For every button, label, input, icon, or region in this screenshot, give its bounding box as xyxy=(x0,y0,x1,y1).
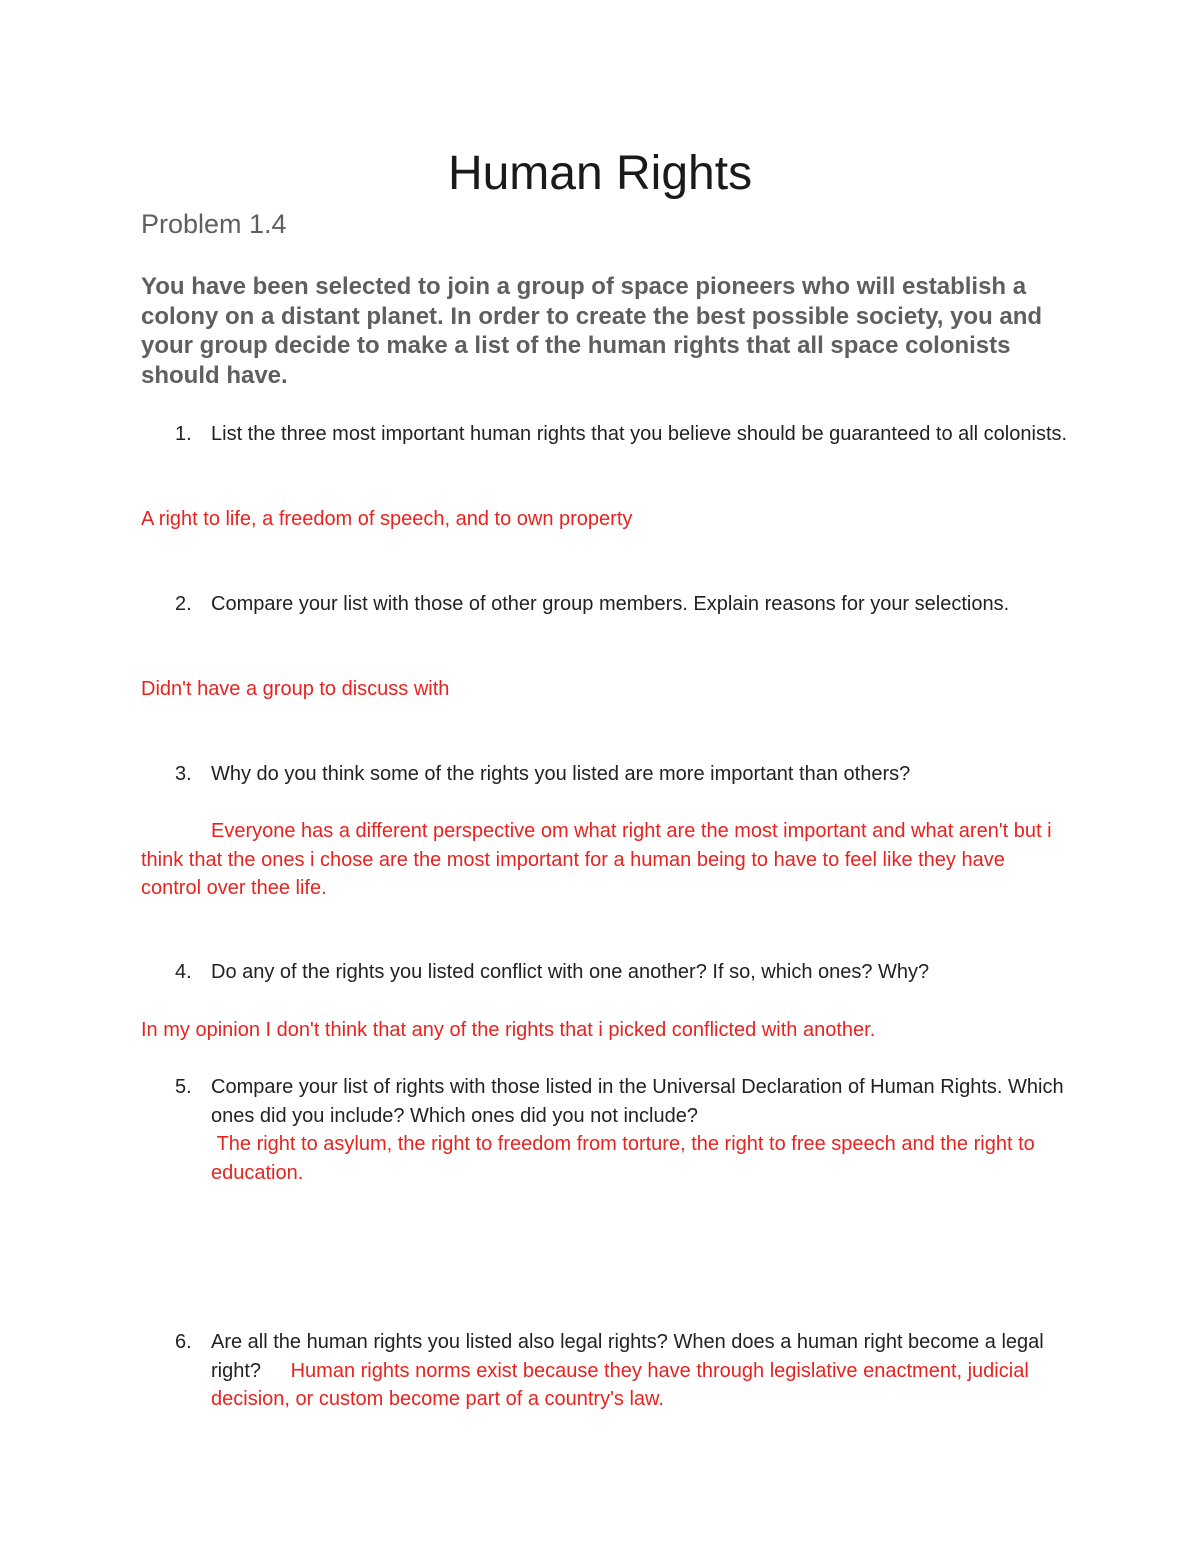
question-1 xyxy=(141,420,1071,449)
answer-text: Everyone has a different perspective om what right are the most important and what aren't but i think that the ones i chose are the most important for a human being to have to feel like they have control over thee life. xyxy=(141,820,1052,899)
question-number: 2. xyxy=(175,593,192,615)
question-text: List the three most important human rights that you believe should be guaranteed to all colonists. xyxy=(211,423,1068,445)
question-text: Compare your list with those of other group members. Explain reasons for your selections. xyxy=(211,593,1010,615)
question-6 xyxy=(141,1328,1071,1414)
question-number: 4. xyxy=(175,961,192,983)
answer-2: Didn't have a group to discuss with xyxy=(141,678,450,700)
question-text: Do any of the rights you listed conflict with one another? If so, which ones? Why? xyxy=(211,961,930,983)
question-number: 1. xyxy=(175,423,192,445)
question-number: 6. xyxy=(175,1331,192,1353)
question-2 xyxy=(141,590,1071,619)
question-text: Are all the human rights you listed also legal rights? When does a human right become a legal right? xyxy=(211,1331,1050,1382)
question-text: Why do you think some of the rights you listed are more important than others? xyxy=(211,763,911,785)
answer-4: In my opinion I don't think that any of the rights that i picked conflicted with another. xyxy=(141,1019,876,1041)
answer-3 xyxy=(141,817,1061,903)
page-title: Human Rights xyxy=(447,147,753,200)
intro-paragraph: You have been selected to join a group of space pioneers who will establish a colony on a distant planet. In order to create the best possible society, you and your group decide to make a list of the human rights that all space colonists should have. xyxy=(141,273,1043,389)
question-number: 3. xyxy=(175,763,192,785)
question-text: Compare your list of rights with those listed in the Universal Declaration of Human Rights. Which ones did you include? Which ones did you not include? xyxy=(211,1076,1064,1127)
answer-6: Human rights norms exist because they have through legislative enactment, judicial decision, or custom become part of a country's law. xyxy=(211,1359,1029,1410)
question-body xyxy=(211,1073,1071,1187)
answer-5: The right to asylum, the right to freedom from torture, the right to free speech and the right to education. xyxy=(211,1133,1041,1184)
question-3 xyxy=(141,760,1071,789)
problem-subtitle: Problem 1.4 xyxy=(141,209,287,239)
question-4 xyxy=(141,958,1071,987)
question-5 xyxy=(141,1073,1071,1187)
question-body xyxy=(211,1328,1071,1414)
answer-1: A right to life, a freedom of speech, and to own property xyxy=(141,508,633,530)
question-number: 5. xyxy=(175,1076,192,1098)
